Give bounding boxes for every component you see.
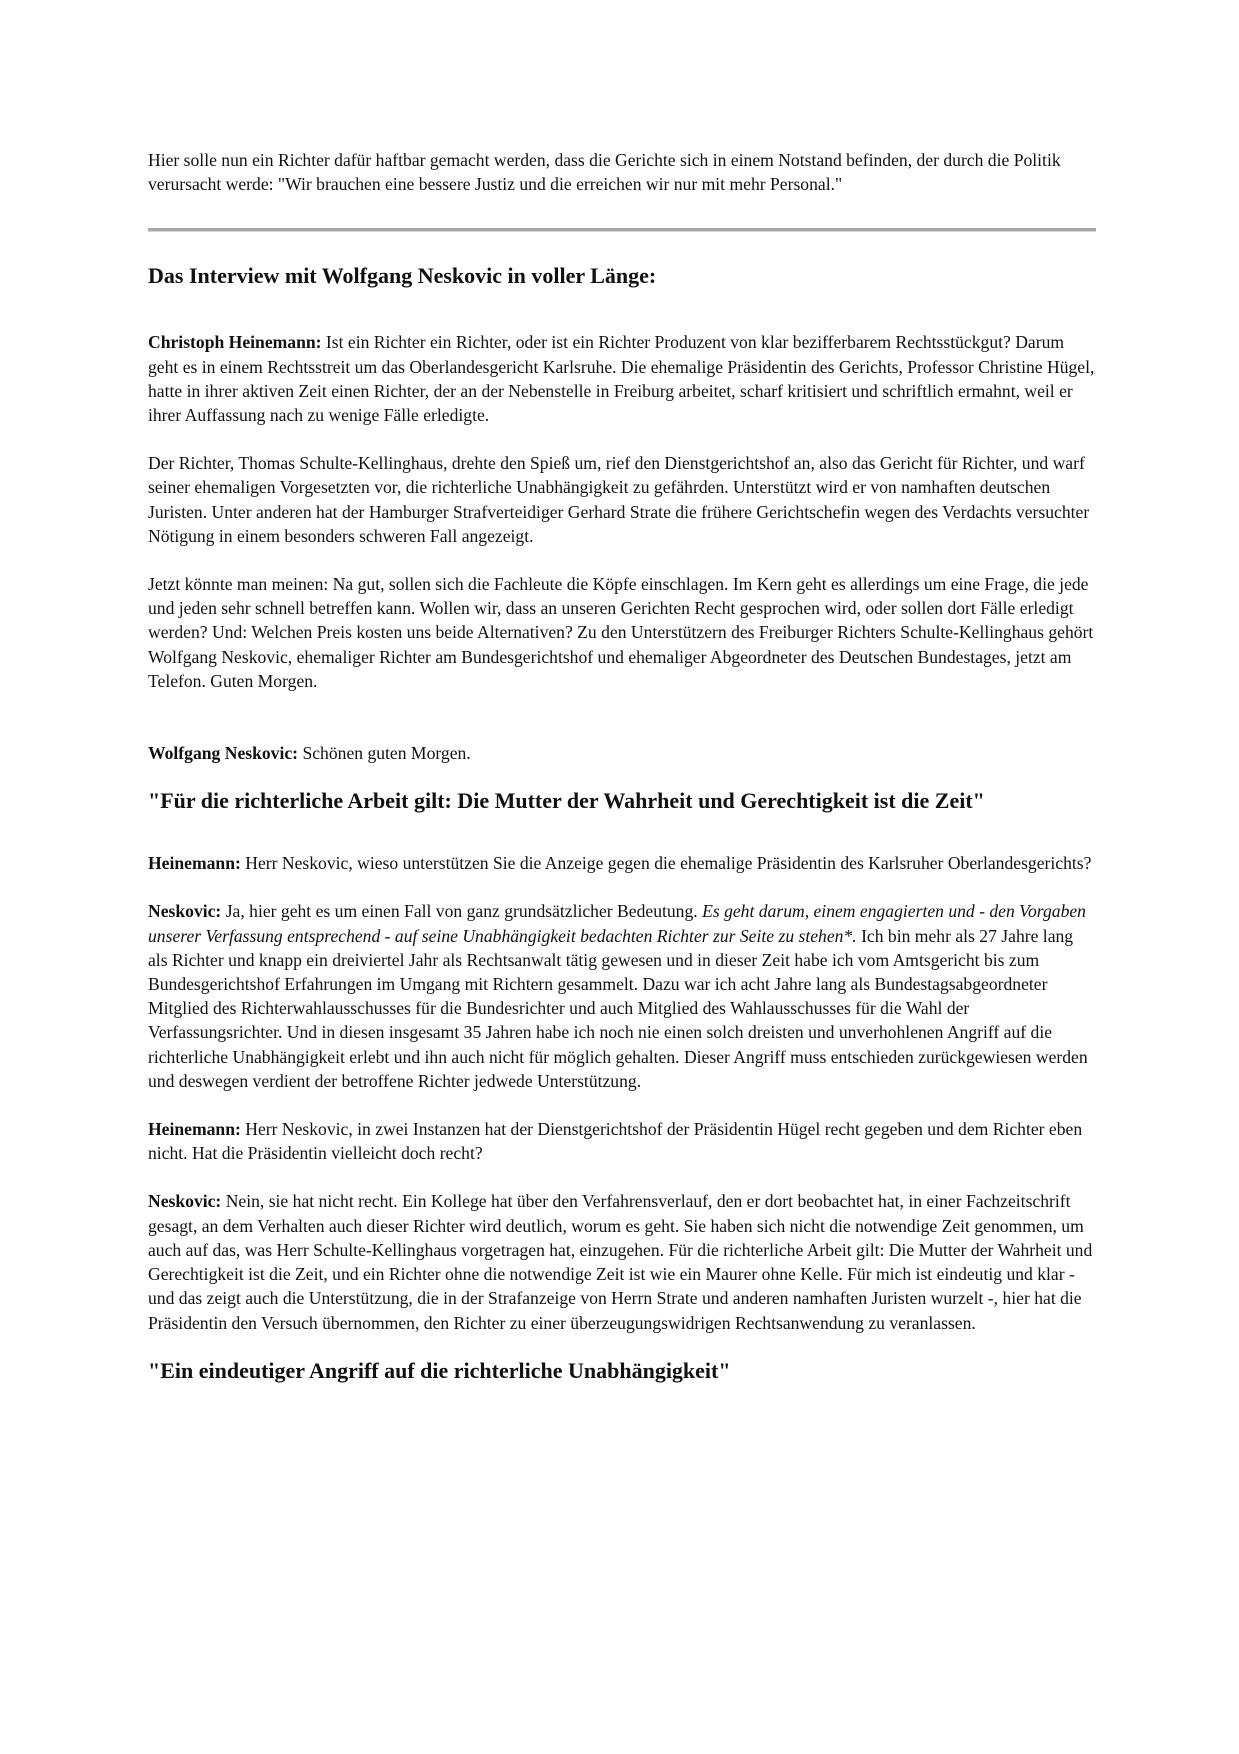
speaker-label: Wolfgang Neskovic: <box>148 743 299 764</box>
paragraph-question-context: Jetzt könnte man meinen: Na gut, sollen sich die Fachleute die Köpfe einschlagen. Im Kern geht es allerdings um eine Frage, die jede und jeden sehr schnell betreffen kann. Wollen wir, dass an unseren Gerichten Recht gesprochen wird, oder sollen dort Fälle erledigt werden? Und: Welchen Preis kosten uns beide Alternativen? Zu den Unterstützern des Freiburger Richters Schulte-Kellinghaus gehört Wolfgang Neskovic, ehemaliger Richter am Bundesgerichtshof und ehemaliger Abgeordneter des Deutschen Bundestages, jetzt am Telefon. Guten Morgen. <box>148 574 1094 691</box>
paragraph-text: Herr Neskovic, wieso unterstützen Sie die Anzeige gegen die ehemalige Präsidentin des Karlsruher Oberlandesgerichts? <box>245 853 1092 874</box>
section-heading-interview: Das Interview mit Wolfgang Neskovic in voller Länge: <box>148 263 657 289</box>
paragraph-neskovic-answer-1 <box>148 899 1096 1093</box>
paragraph-schulte-kellinghaus: Der Richter, Thomas Schulte-Kellinghaus, drehte den Spieß um, rief den Dienstgerichtshof an, also das Gericht für Richter, und warf seiner ehemaligen Vorgesetzten vor, die richterliche Unabhängigkeit zu gefährden. Unterstützt wird er von namhaften deutschen Juristen. Unter anderen hat der Hamburger Strafverteidiger Gerhard Strate die frühere Gerichtschefin wegen des Verdachts versuchter Nötigung in einem besonders schweren Fall angezeigt. <box>148 453 1090 546</box>
paragraph-text: Schönen guten Morgen. <box>302 743 471 764</box>
paragraph-heinemann-question-2 <box>148 1117 1096 1165</box>
paragraph-text: Ja, hier geht es um einen Fall von ganz grundsätzlicher Bedeutung. <box>225 901 698 922</box>
horizontal-divider <box>148 228 1096 232</box>
paragraph-neskovic-greeting <box>148 741 1096 765</box>
speaker-label: Neskovic: <box>148 1191 222 1212</box>
emphasized-text: Es geht darum, einem engagierten und - den Vorgaben unserer Verfassung entsprechend - auf seine Unabhängigkeit bedachten Richter zur Seite zu stehen*. <box>148 901 1086 946</box>
paragraph-text: Ich bin mehr als 27 Jahre lang als Richter und knapp ein dreiviertel Jahr als Rechtsanwalt tätig gewesen und in dieser Zeit habe ich vom Amtsgericht bis zum Bundesgerichtshof Erfahrungen im Umgang mit Richtern gesammelt. Dazu war ich acht Jahre lang als Bundestagsabgeordneter Mitglied des Richterwahlausschusses für die Bundesrichter und auch Mitglied des Wahlausschusses für die Wahl der Verfassungsrichter. Und in diesen insgesamt 35 Jahren habe ich noch nie einen solch dreisten und unverhohlenen Angriff auf die richterliche Unabhängigkeit erlebt und ihn auch nicht für möglich gehalten. Dieser Angriff muss entschieden zurückgewiesen werden und deswegen verdient der betroffene Richter jedwede Unterstützung. <box>148 925 1088 1091</box>
paragraph-text: Ist ein Richter ein Richter, oder ist ein Richter Produzent von klar bezifferbarem Rechtsstückgut? Darum geht es in einem Rechtsstreit um das Oberlandesgericht Karlsruhe. Die ehemalige Präsidentin des Gerichts, Professor Christine Hügel, hatte in ihrer aktiven Zeit einen Richter, der an der Nebenstelle in Freiburg arbeitet, scharf kritisiert und schriftlich ermahnt, weil er ihrer Auffassung nach zu wenige Fälle erledigte. <box>148 332 1095 426</box>
paragraph-neskovic-answer-2 <box>148 1189 1096 1334</box>
speaker-label: Heinemann: <box>148 853 241 874</box>
paragraph-text: Herr Neskovic, in zwei Instanzen hat der Dienstgerichtshof der Präsidentin Hügel recht gegeben und dem Richter eben nicht. Hat die Präsidentin vielleicht doch recht? <box>148 1119 1083 1164</box>
paragraph-text: Nein, sie hat nicht recht. Ein Kollege hat über den Verfahrensverlauf, den er dort beobachtet hat, in einer Fachzeitschrift gesagt, an dem Verhalten auch dieser Richter wird deutlich, worum es geht. Sie haben sich nicht die notwendige Zeit genommen, um auch auf das, was Herr Schulte-Kellinghaus vorgetragen hat, einzugehen. Für die richterliche Arbeit gilt: Die Mutter der Wahrheit und Gerechtigkeit ist die Zeit, und ein Richter ohne die notwendige Zeit ist wie ein Maurer ohne Kelle. Für mich ist eindeutig und klar - und das zeigt auch die Unterstützung, die in der Strafanzeige von Herrn Strate und anderen namhaften Juristen wurzelt -, hier hat die Präsidentin den Versuch übernommen, den Richter zu einer überzeugungswidrigen Rechtsanwendung zu veranlassen. <box>148 1191 1093 1333</box>
intro-paragraph: Hier solle nun ein Richter dafür haftbar gemacht werden, dass die Gerichte sich in einem Notstand befinden, der durch die Politik verursacht werde: "Wir brauchen eine bessere Justiz und die erreichen wir nur mit mehr Personal." <box>148 150 1061 195</box>
speaker-label: Heinemann: <box>148 1119 241 1140</box>
speaker-label: Neskovic: <box>148 901 222 922</box>
document-page <box>148 148 1096 1385</box>
section-heading-quote-attack: "Ein eindeutiger Angriff auf die richterliche Unabhängigkeit" <box>148 1357 731 1383</box>
speaker-label: Christoph Heinemann: <box>148 332 322 353</box>
section-heading-quote-time: "Für die richterliche Arbeit gilt: Die Mutter der Wahrheit und Gerechtigkeit ist die Zeit" <box>148 788 985 814</box>
paragraph-heinemann-question-1 <box>148 851 1096 875</box>
paragraph-heinemann-intro <box>148 330 1096 427</box>
